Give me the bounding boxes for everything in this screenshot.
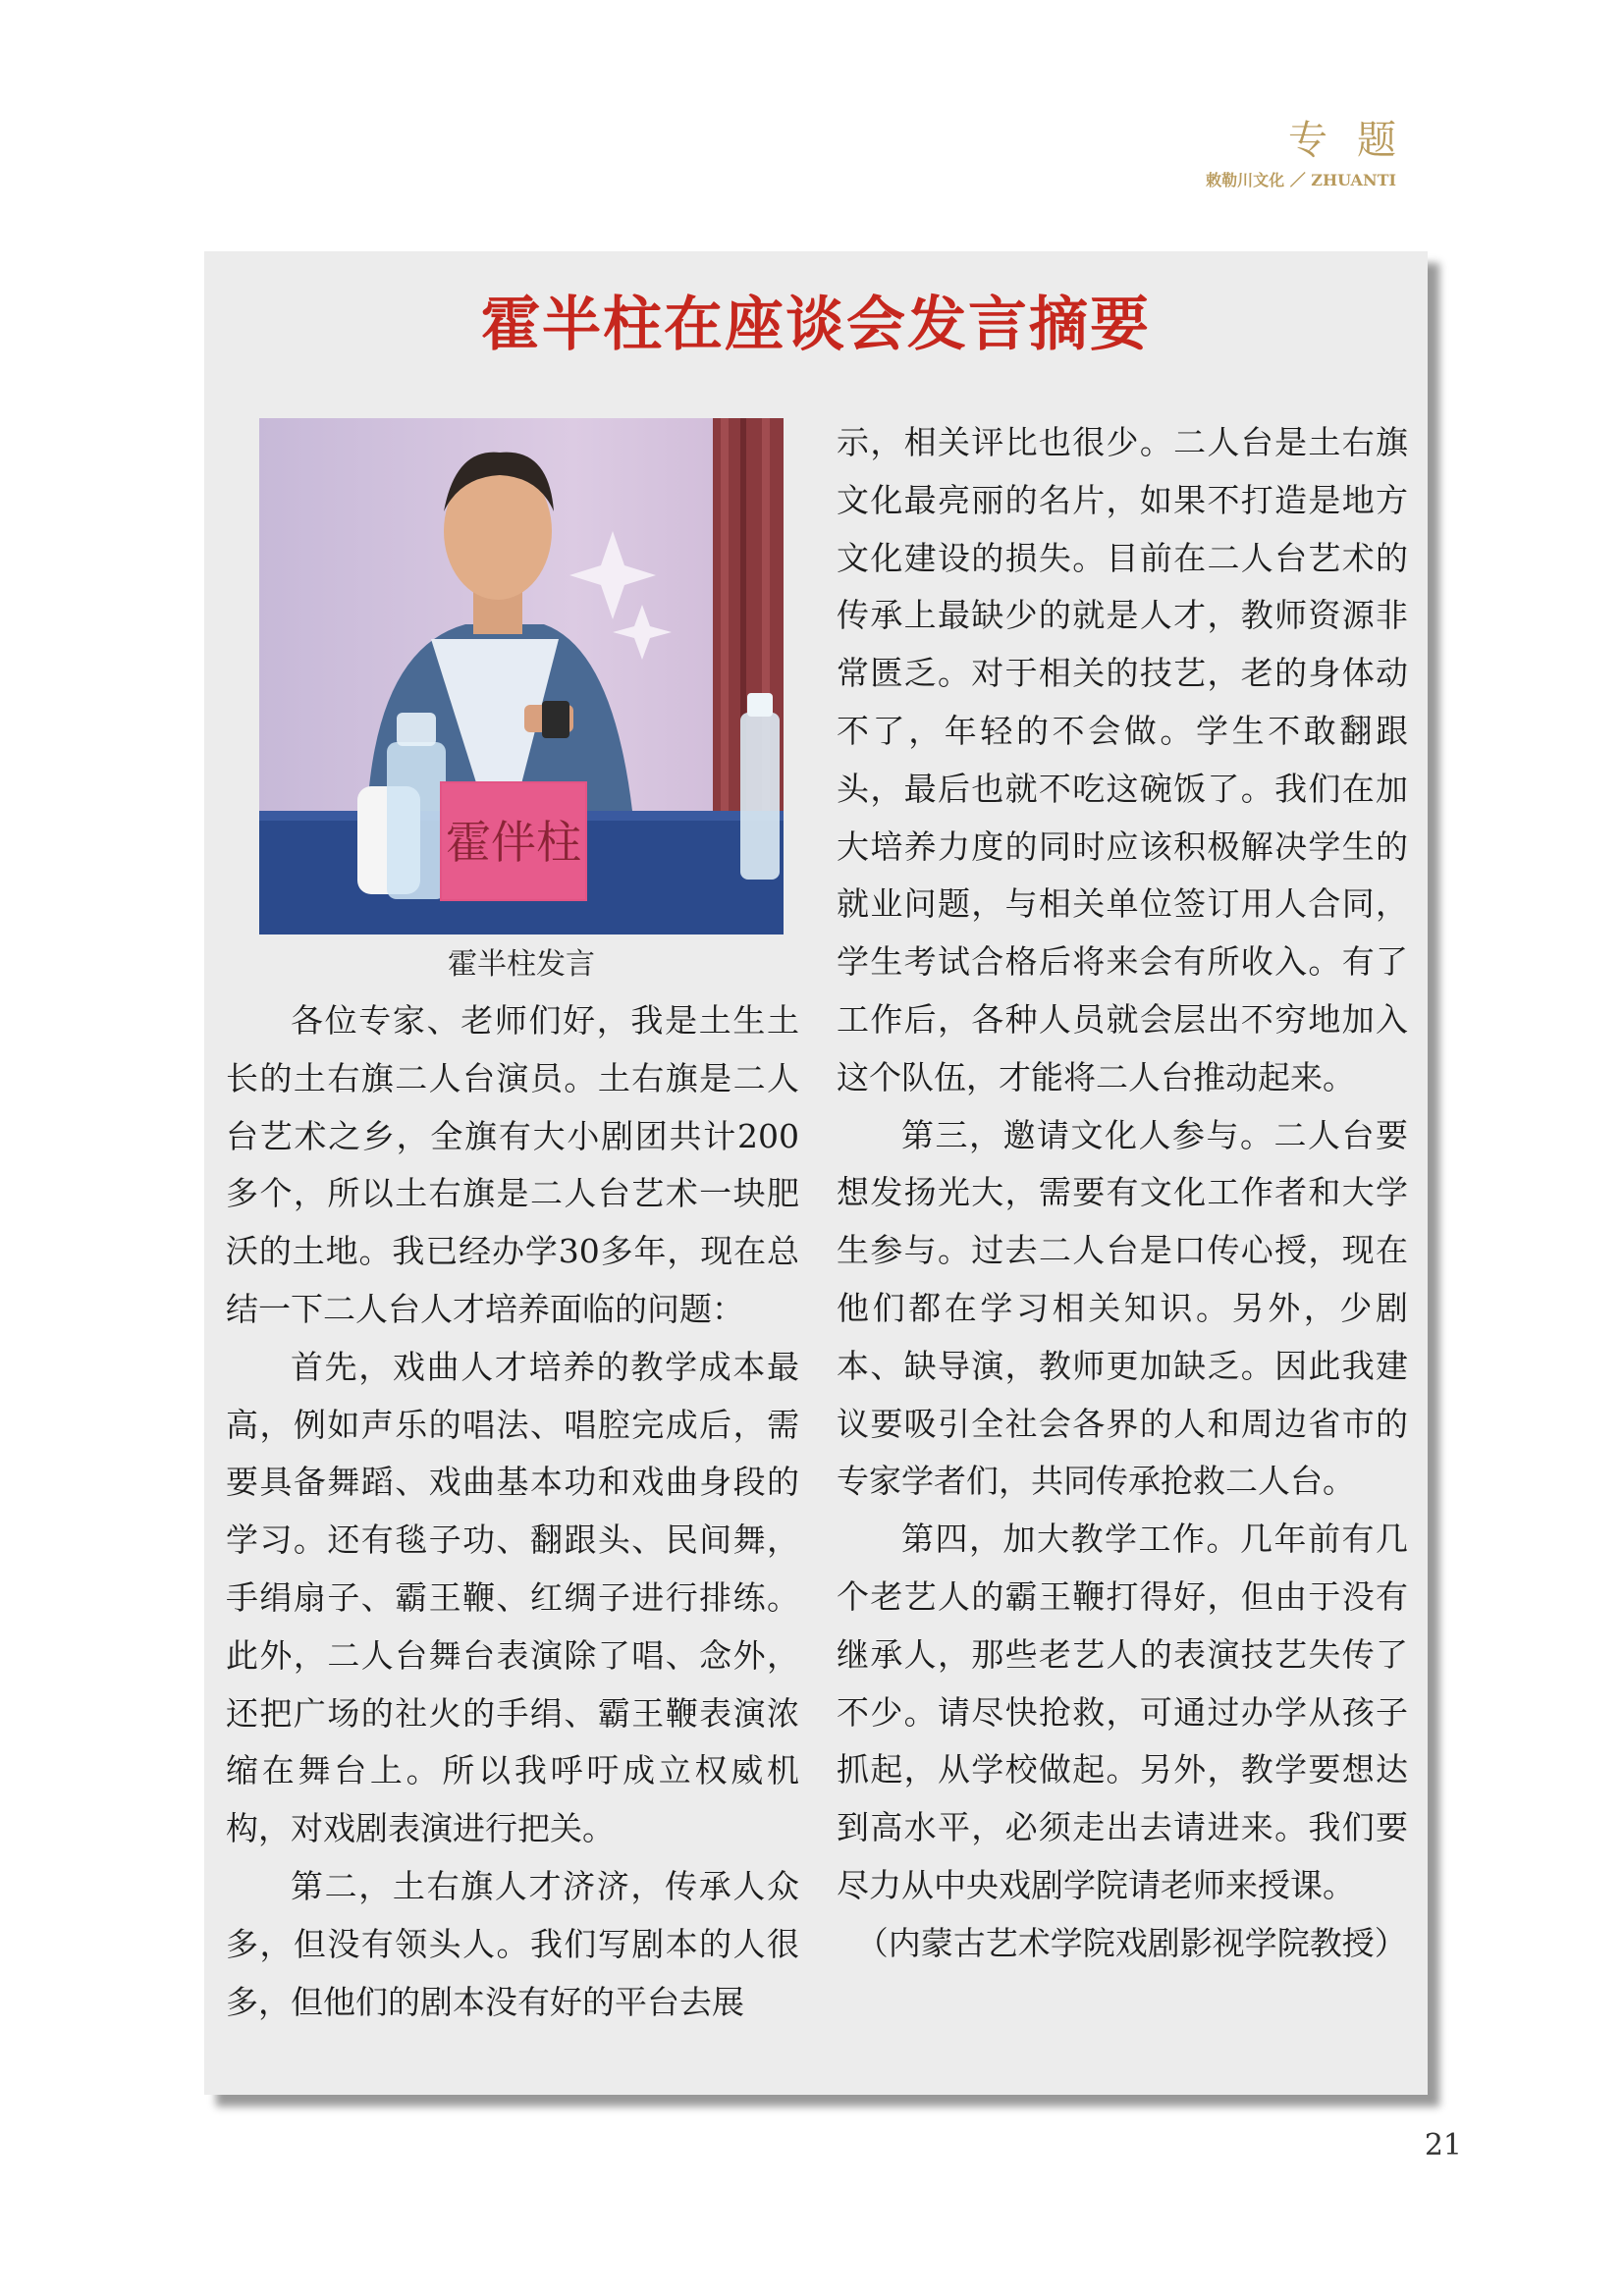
paragraph: 第三，邀请文化人参与。二人台要想发扬光大，需要有文化工作者和大学生参与。过去二人台是口传心授，现在他们都在学习相关知识。另外，少剧本、缺导演，教师更加缺乏。因此我建议要吸引全社会各界的人和周边省市的专家学者们，共同传承抢救二人台。 (837, 1115, 1408, 1501)
section-title: 专题 (1288, 118, 1426, 163)
author-affiliation: （内蒙古艺术学院戏剧影视学院教授） (855, 1923, 1407, 1962)
paragraph: 首先，戏曲人才培养的教学成本最高，例如声乐的唱法、唱腔完成后，需要具备舞蹈、戏曲基本功和戏曲身段的学习。还有毯子功、翻跟头、民间舞，手绢扇子、霸王鞭、红绸子进行排练。此外，二人台舞台表演除了唱、念外，还把广场的社火的手绢、霸王鞭表演浓缩在舞台上。所以我呼吁成立权威机构，对戏剧表演进行把关。 (226, 1347, 799, 1848)
paragraph: 第四，加大教学工作。几年前有几个老艺人的霸王鞭打得好，但由于没有继承人，那些老艺人的表演技艺失传了不少。请尽快抢救，可通过办学从孩子抓起，从学校做起。另外，教学要想达到高水平，必须走出去请进来。我们要尽力从中央戏剧学院请老师来授课。 (837, 1520, 1408, 1904)
speaker-photo-illustration (259, 418, 784, 934)
speaker-photo (259, 418, 784, 934)
article-column-right (837, 414, 1408, 1973)
name-plate-text: 霍伴柱 (446, 816, 581, 869)
photo-caption: 霍半柱发言 (448, 947, 595, 982)
paragraph: 第二，土右旗人才济济，传承人众多，但没有领头人。我们写剧本的人很多，但他们的剧本没有好的平台去展 (226, 1866, 799, 2021)
article-panel (204, 251, 1428, 2095)
paragraph: 示，相关评比也很少。二人台是土右旗文化最亮丽的名片，如果不打造是地方文化建设的损失。目前在二人台艺术的传承上最缺少的就是人才，教师资源非常匮乏。对于相关的技艺，老的身体动不了，年轻的不会做。学生不敢翻跟头，最后也就不吃这碗饭了。我们在加大培养力度的同时应该积极解决学生的就业问题，与相关单位签订用人合同，学生考试合格后将来会有所收入。有了工作后，各种人员就会层出不穷地加入这个队伍，才能将二人台推动起来。 (837, 423, 1408, 1096)
section-subtitle: 敕勒川文化 ／ ZHUANTI (1206, 171, 1396, 189)
running-header (1206, 116, 1426, 190)
article-title: 霍半柱在座谈会发言摘要 (481, 291, 1151, 359)
article-column-left (226, 992, 799, 2031)
page-number: 21 (1424, 2128, 1462, 2163)
paragraph: 各位专家、老师们好，我是土生土长的土右旗二人台演员。土右旗是二人台艺术之乡，全旗有大小剧团共计200多个，所以土右旗是二人台艺术一块肥沃的土地。我已经办学30多年，现在总结一下二人台人才培养面临的问题： (226, 1001, 799, 1328)
